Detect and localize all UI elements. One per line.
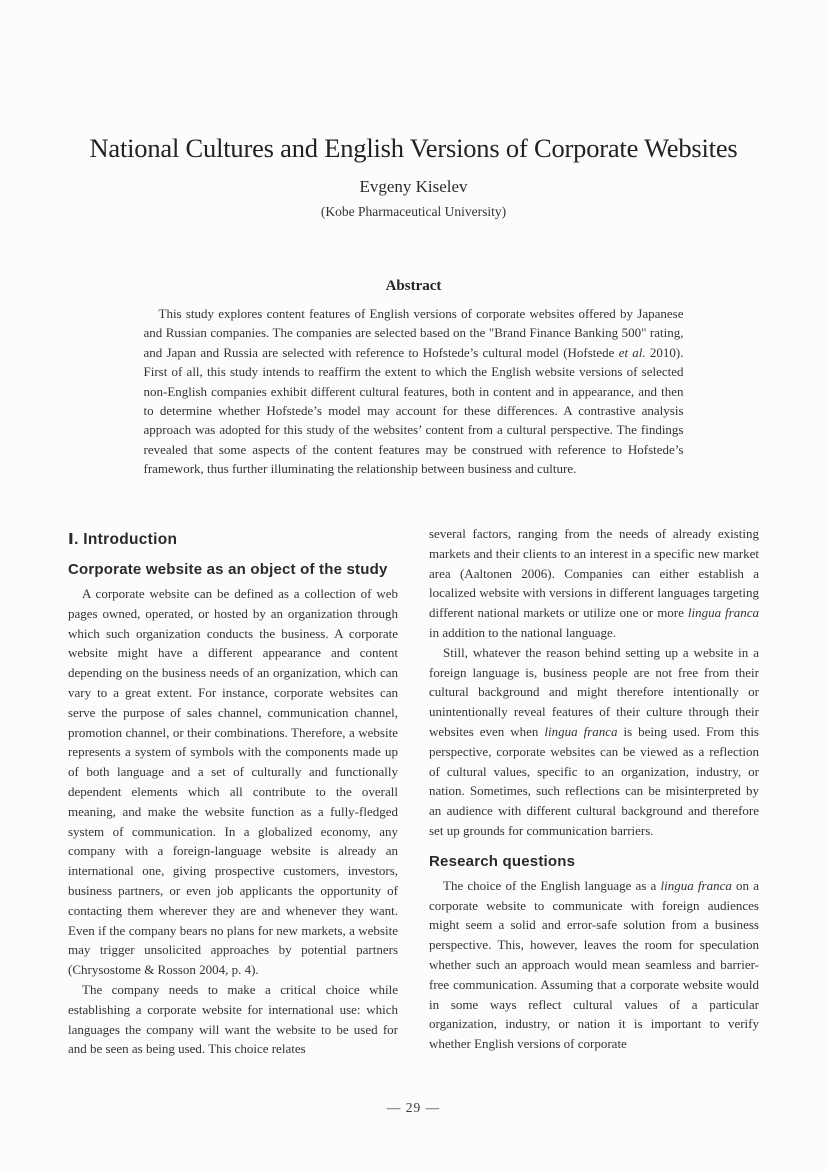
page-number: — 29 — (386, 1100, 441, 1115)
author-name: Evgeny Kiselev (359, 177, 468, 196)
section-heading: Ⅰ. Introduction (68, 531, 178, 548)
subsection-heading: Corporate website as an object of the study (68, 561, 388, 578)
abstract-section (144, 278, 684, 479)
right-column (429, 524, 759, 1059)
paper-title: National Cultures and English Versions of Corporate Websites (89, 133, 738, 163)
author-affiliation: (Kobe Pharmaceutical University) (320, 204, 507, 219)
paragraph: several factors, ranging from the needs of already existing markets and their clients to an interest in a specific new market area (Aaltonen 2006). Companies can either establish a localized website with versions in different languages targeting different national markets or utilize one or more lingua franca in addition to the national language. (429, 526, 760, 640)
abstract-heading: Abstract (385, 278, 442, 294)
two-column-body (68, 524, 760, 1059)
paragraph: The company needs to make a critical choice while establishing a corporate website for international use: which languages the company will want the website to be used for and be seen as being used. This choice relates (68, 981, 398, 1057)
paragraph: A corporate website can be defined as a collection of web pages owned, operated, or hosted by an organization through which such organization conducts the business. A corporate website might have a different appearance and content depending on the business needs of an organization, which can vary to a great extent. For instance, corporate websites can serve the purpose of sales channel, communication channel, promotion channel, or their combinations. Therefore, a website represents a system of symbols with the components made up of both language and a set of culturally and functionally dependent elements which all contribute to the overall meaning, and make the website function as a fully-fledged system of communication. In a globalized economy, any company with a foreign-language website is already an international one, giving prospective customers, investors, business partners, or even job applicants the opportunity of contacting them wherever they are and whenever they want. Even if the company bears no plans for new markets, a website may trigger unsolicited approaches by potential partners (Chrysostome & Rosson 2004, p. 4). (68, 586, 398, 978)
left-column (68, 524, 398, 1059)
paragraph: The choice of the English language as a lingua franca on a corporate website to communicate with foreign audiences might seem a solid and error-safe solution from a business perspective. This, however, leaves the room for speculation whether such an approach would mean seamless and barrier-free communication. Assuming that a corporate website would in some ways reflect cultural values of a particular organization, industry, or nation it is important to verify whether English versions of corporate (429, 877, 759, 1052)
subsection-heading: Research questions (429, 852, 576, 870)
paragraph: Still, whatever the reason behind setting up a website in a foreign language is, business people are not free from their cultural background and might therefore intentionally or unintentionally reveal features of their culture through their websites even when lingua franca is being used. From this perspective, corporate websites can be viewed as a reflection of cultural values, specific to an organization, industry, or nation. Sometimes, such reflections can be misinterpreted by an audience with different cultural background and therefore set up grounds for communication barriers. (429, 644, 759, 838)
abstract-text: This study explores content features of English versions of corporate websites offered by Japanese and Russian companies. The companies are selected based on the "Brand Finance Banking 500" rating, and Japan and Russia are selected with reference to Hofstede’s cultural model (Hofstede et al. 2010). First of all, this study intends to reaffirm the extent to which the English website versions of selected non-English companies exhibit different cultural features, both in content and in appearance, and then to determine whether Hofstede’s model may account for these differences. A contrastive analysis approach was adopted for this study of the websites’ content from a cultural perspective. The findings revealed that some aspects of the content features may be construed with reference to Hofstede’s framework, thus further illuminating the relationship between business and culture. (143, 306, 684, 477)
